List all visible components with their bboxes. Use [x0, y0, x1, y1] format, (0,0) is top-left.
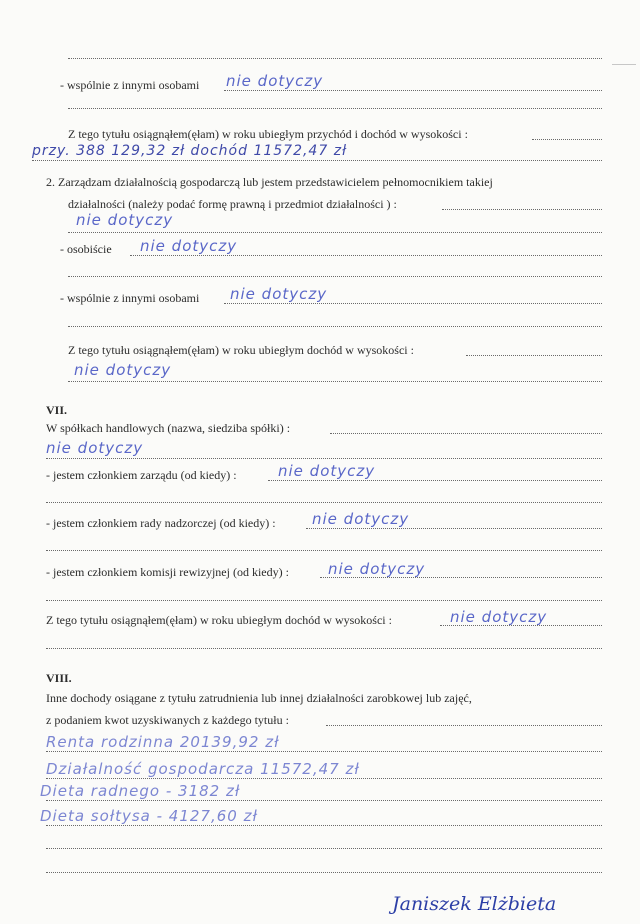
dotted-line — [532, 139, 602, 140]
income-entry: Dieta radnego - 3182 zł — [40, 782, 241, 800]
dotted-line — [130, 255, 602, 256]
income-line-vii: Z tego tytułu osiągnąłem(ęłam) w roku ubiegłym dochód w wysokości : — [46, 613, 392, 627]
income-value: przy. 388 129,32 zł dochód 11572,47 zł — [32, 143, 348, 159]
income-line: Z tego tytułu osiągnąłem(ęłam) w roku ubiegłym przychód i dochód w wysokości : — [68, 127, 468, 141]
dotted-line — [46, 800, 602, 801]
dotted-line — [68, 108, 602, 109]
dotted-line — [224, 90, 602, 91]
dotted-line — [442, 209, 602, 210]
jointly-label: - wspólnie z innymi osobami — [60, 78, 200, 92]
dotted-line — [68, 276, 602, 277]
dotted-line — [330, 433, 602, 434]
dotted-line — [46, 648, 602, 649]
companies-value: nie dotyczy — [46, 439, 144, 457]
dotted-line — [46, 872, 602, 873]
audit-value: nie dotyczy — [328, 560, 426, 578]
dotted-line — [46, 502, 602, 503]
item2-value: nie dotyczy — [76, 211, 174, 229]
supervisory-label: - jestem członkiem rady nadzorczej (od kiedy) : — [46, 516, 276, 530]
dotted-line — [306, 528, 602, 529]
viii-line1: Inne dochody osiągane z tytułu zatrudnienia lub innej działalności zarobkowej lub zajęć, — [46, 691, 472, 705]
dotted-line — [326, 725, 602, 726]
dotted-line — [46, 751, 602, 752]
margin-mark — [612, 64, 636, 65]
income-entry: Działalność gospodarcza 11572,47 zł — [46, 760, 360, 778]
item2-line2: działalności (należy podać formę prawną i przedmiot działalności ) : — [68, 197, 397, 211]
viii-line2: z podaniem kwot uzyskiwanych z każdego tytułu : — [46, 713, 289, 727]
jointly-value: nie dotyczy — [226, 72, 324, 90]
personally-label: - osobiście — [60, 242, 112, 256]
audit-label: - jestem członkiem komisji rewizyjnej (od kiedy) : — [46, 565, 289, 579]
dotted-line — [268, 480, 602, 481]
dotted-line — [46, 778, 602, 779]
board-value: nie dotyczy — [278, 462, 376, 480]
section-viii-heading: VIII. — [46, 671, 72, 685]
jointly2-value: nie dotyczy — [230, 285, 328, 303]
companies-line: W spółkach handlowych (nazwa, siedziba spółki) : — [46, 421, 291, 435]
dotted-line — [46, 848, 602, 849]
supervisory-value: nie dotyczy — [312, 510, 410, 528]
board-label: - jestem członkiem zarządu (od kiedy) : — [46, 468, 237, 482]
section-vii-heading: VII. — [46, 403, 68, 417]
dotted-line — [32, 160, 602, 161]
dotted-line — [68, 326, 602, 327]
dotted-line — [46, 458, 602, 459]
signature: Janiszek Elżbieta — [392, 893, 557, 915]
income-entry: Renta rodzinna 20139,92 zł — [46, 733, 280, 751]
item2-line1: 2. Zarządzam działalnością gospodarczą lub jestem przedstawicielem pełnomocnikiem takiej — [46, 175, 493, 189]
dotted-line — [68, 381, 602, 382]
income2-value: nie dotyczy — [74, 361, 172, 379]
dotted-line — [46, 600, 602, 601]
personally-value: nie dotyczy — [140, 237, 238, 255]
income-value-vii: nie dotyczy — [450, 608, 548, 626]
jointly2-label: - wspólnie z innymi osobami — [60, 291, 200, 305]
dotted-line — [68, 58, 602, 59]
dotted-line — [46, 825, 602, 826]
income2-line: Z tego tytułu osiągnąłem(ęłam) w roku ubiegłym dochód w wysokości : — [68, 343, 414, 357]
dotted-line — [46, 550, 602, 551]
dotted-line — [68, 232, 602, 233]
dotted-line — [466, 355, 602, 356]
income-entry: Dieta sołtysa - 4127,60 zł — [40, 807, 258, 825]
dotted-line — [224, 303, 602, 304]
